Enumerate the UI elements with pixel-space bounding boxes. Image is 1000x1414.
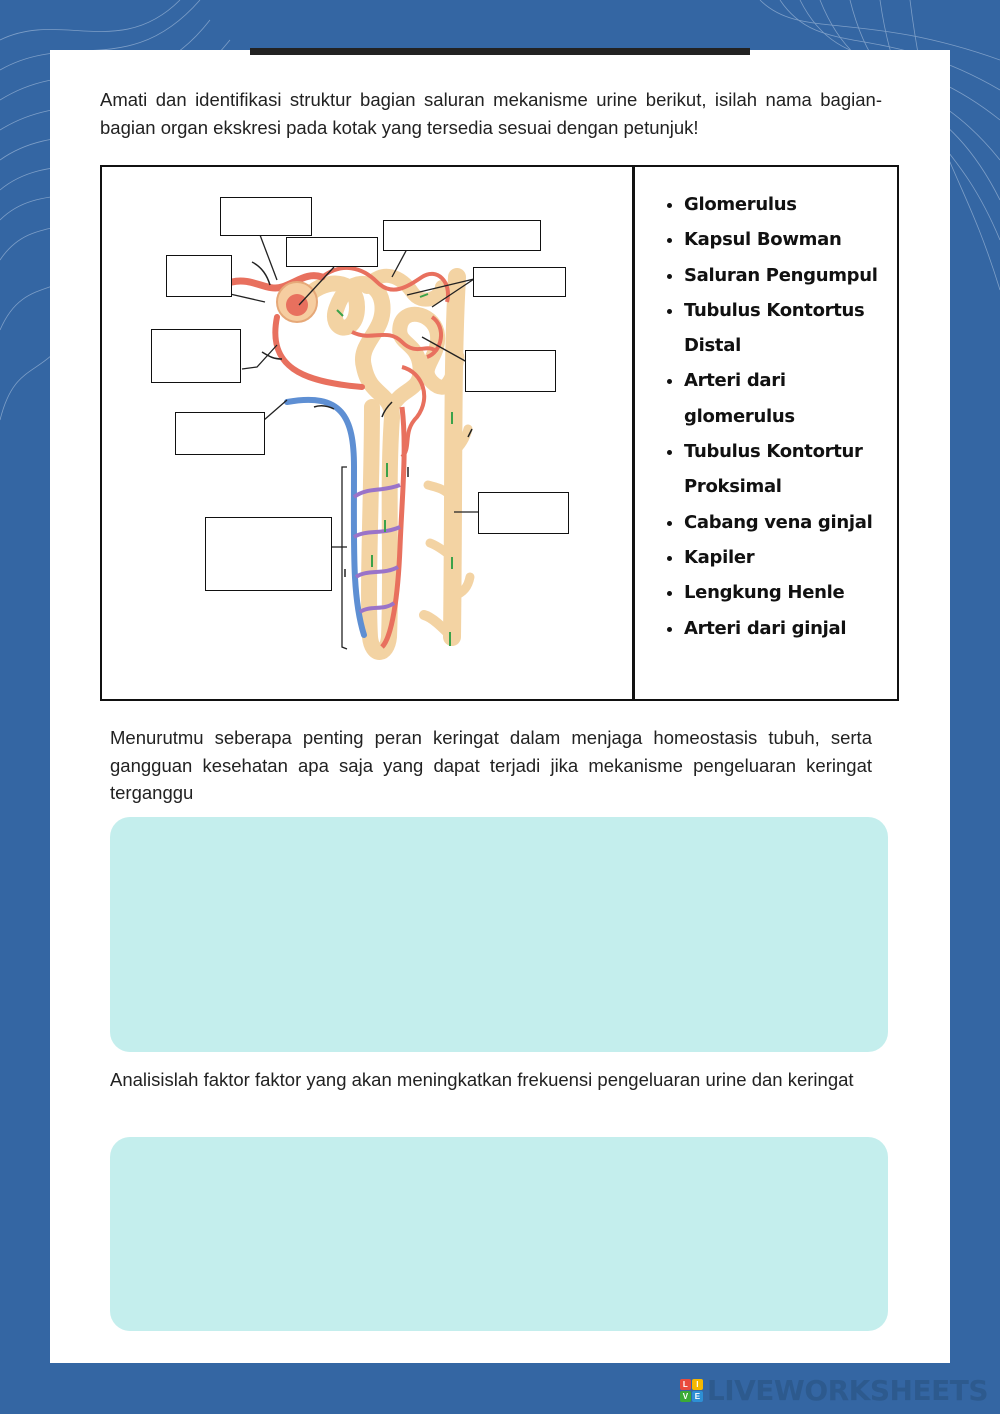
question-2-text: Analisislah faktor faktor yang akan meningkatkan frekuensi pengeluaran urine dan keringat — [110, 1069, 854, 1090]
answer-box-10[interactable] — [205, 517, 332, 591]
answer-textarea-1[interactable] — [110, 817, 888, 1052]
term-item: • Lengkung Henle — [684, 575, 899, 610]
answer-box-2[interactable] — [286, 237, 378, 267]
answer-textarea-2[interactable] — [110, 1137, 888, 1331]
nephron-diagram — [102, 167, 632, 699]
answer-box-4[interactable] — [166, 255, 232, 297]
answer-box-6[interactable] — [151, 329, 241, 383]
logo-letter: L — [680, 1379, 691, 1390]
answer-box-5[interactable] — [473, 267, 566, 297]
brand-name: LIVEWORKSHEETS — [706, 1373, 988, 1407]
term-item: • Arteri dari glomerulus — [684, 363, 899, 434]
question-1-text: Menurutmu seberapa penting peran keringat dalam menjaga homeostasis tubuh, serta gangguan kesehatan apa saja yang dapat terjadi jika mekanisme pengeluaran keringat terganggu — [110, 727, 872, 803]
logo-letter: I — [692, 1379, 703, 1390]
answer-box-7[interactable] — [465, 350, 556, 392]
term-list — [662, 187, 899, 646]
term-item: • Saluran Pengumpul — [684, 258, 899, 293]
header-bar — [250, 48, 750, 55]
answer-box-3[interactable] — [383, 220, 541, 251]
liveworksheets-logo-icon — [680, 1379, 703, 1402]
answer-box-8[interactable] — [175, 412, 265, 455]
term-item: • Arteri dari ginjal — [684, 611, 899, 646]
logo-letter: E — [692, 1391, 703, 1402]
diagram-table — [100, 165, 899, 701]
instruction-text: Amati dan identifikasi struktur bagian saluran mekanisme urine berikut, isilah nama bagian-bagian organ ekskresi pada kotak yang tersedia sesuai dengan petunjuk! — [100, 89, 882, 138]
liveworksheets-brand — [680, 1373, 988, 1407]
term-item: • Glomerulus — [684, 187, 899, 222]
term-item: • Tubulus Kontortus Distal — [684, 293, 899, 364]
term-item: • Kapiler — [684, 540, 899, 575]
term-item: • Cabang vena ginjal — [684, 505, 899, 540]
logo-letter: V — [680, 1391, 691, 1402]
answer-box-9[interactable] — [478, 492, 569, 534]
term-item: • Kapsul Bowman — [684, 222, 899, 257]
term-item: • Tubulus Kontortur Proksimal — [684, 434, 899, 505]
answer-box-1[interactable] — [220, 197, 312, 236]
table-divider — [632, 167, 635, 699]
